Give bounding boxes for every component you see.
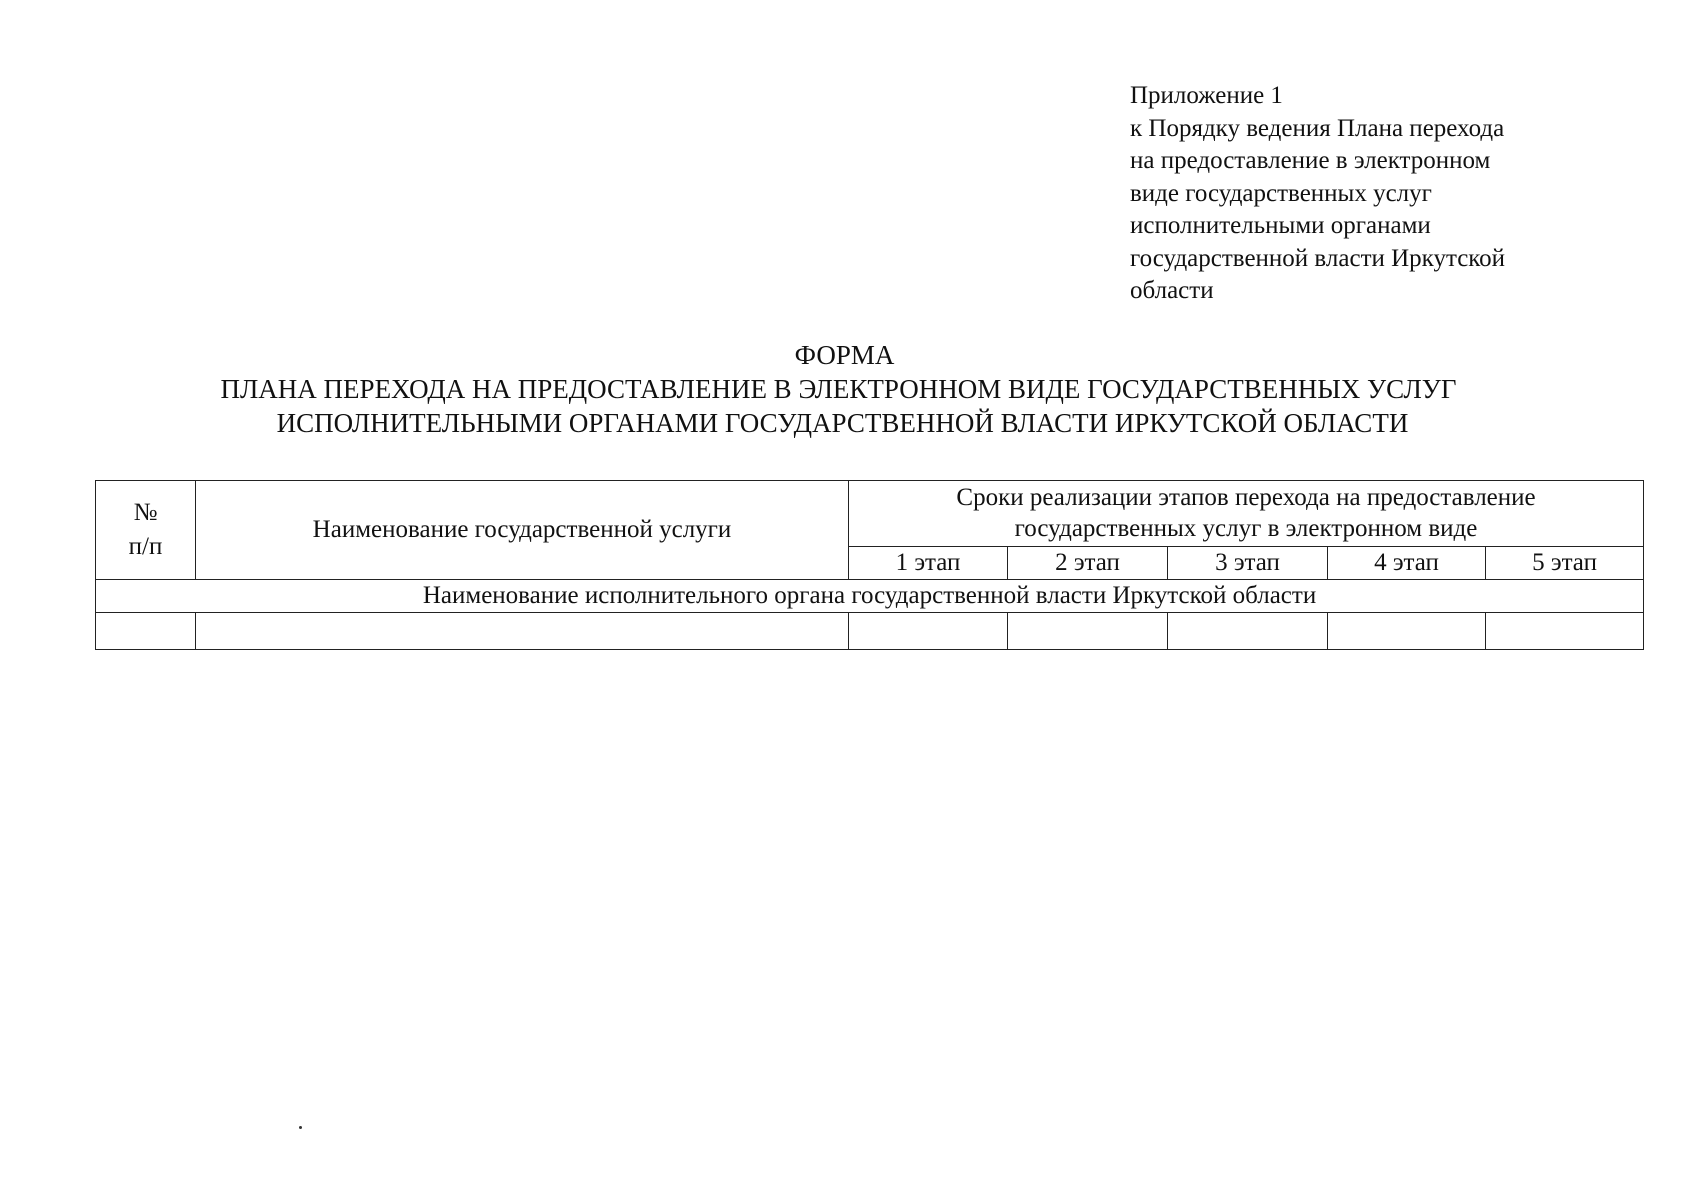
- cell-stage-4: [1328, 613, 1486, 650]
- cell-stage-3: [1168, 613, 1328, 650]
- scan-speck: [299, 1126, 302, 1129]
- header-stage-5: 5 этап: [1486, 546, 1644, 579]
- appendix-line: к Порядку ведения Плана перехода: [1130, 114, 1505, 142]
- number-sign: №: [133, 499, 158, 526]
- appendix-line: Приложение 1: [1130, 82, 1283, 109]
- cell-number: [96, 613, 196, 650]
- cell-service-name: [196, 613, 849, 650]
- title-line-plan: ПЛАНА ПЕРЕХОДА НА ПРЕДОСТАВЛЕНИЕ В ЭЛЕКТРОННОМ ВИДЕ ГОСУДАРСТВЕННЫХ УСЛУГ: [220, 374, 1457, 404]
- period-header-line1: Сроки реализации этапов перехода на предоставление: [956, 484, 1536, 512]
- appendix-line: виде государственных услуг: [1130, 179, 1432, 207]
- appendix-line: на предоставление в электронном: [1130, 147, 1491, 174]
- title-line-form: ФОРМА: [794, 340, 895, 370]
- appendix-line: исполнительными органами: [1130, 212, 1431, 239]
- header-stage-periods: [849, 481, 1644, 547]
- cell-stage-1: [849, 613, 1008, 650]
- title-line-authorities: ИСПОЛНИТЕЛЬНЫМИ ОРГАНАМИ ГОСУДАРСТВЕННОЙ ВЛАСТИ ИРКУТСКОЙ ОБЛАСТИ: [276, 408, 1409, 438]
- header-service-name: Наименование государственной услуги: [196, 481, 849, 580]
- document-title: [0, 338, 1697, 440]
- cell-stage-5: [1486, 613, 1644, 650]
- header-stage-4: 4 этап: [1328, 546, 1486, 579]
- header-stage-1: 1 этап: [849, 546, 1008, 579]
- appendix-line: государственной власти Иркутской: [1130, 244, 1506, 272]
- appendix-note: [1130, 80, 1610, 308]
- org-name-row: Наименование исполнительного органа государственной власти Иркутской области: [96, 580, 1644, 613]
- plan-form-table: [95, 480, 1644, 650]
- header-stage-3: 3 этап: [1168, 546, 1328, 579]
- cell-stage-2: [1008, 613, 1168, 650]
- table-row: [96, 613, 1644, 650]
- header-row-number: [96, 481, 196, 580]
- appendix-line: области: [1130, 277, 1214, 304]
- period-header-line2: государственных услуг в электронном виде: [1014, 515, 1478, 543]
- number-abbrev: п/п: [128, 533, 163, 560]
- header-stage-2: 2 этап: [1008, 546, 1168, 579]
